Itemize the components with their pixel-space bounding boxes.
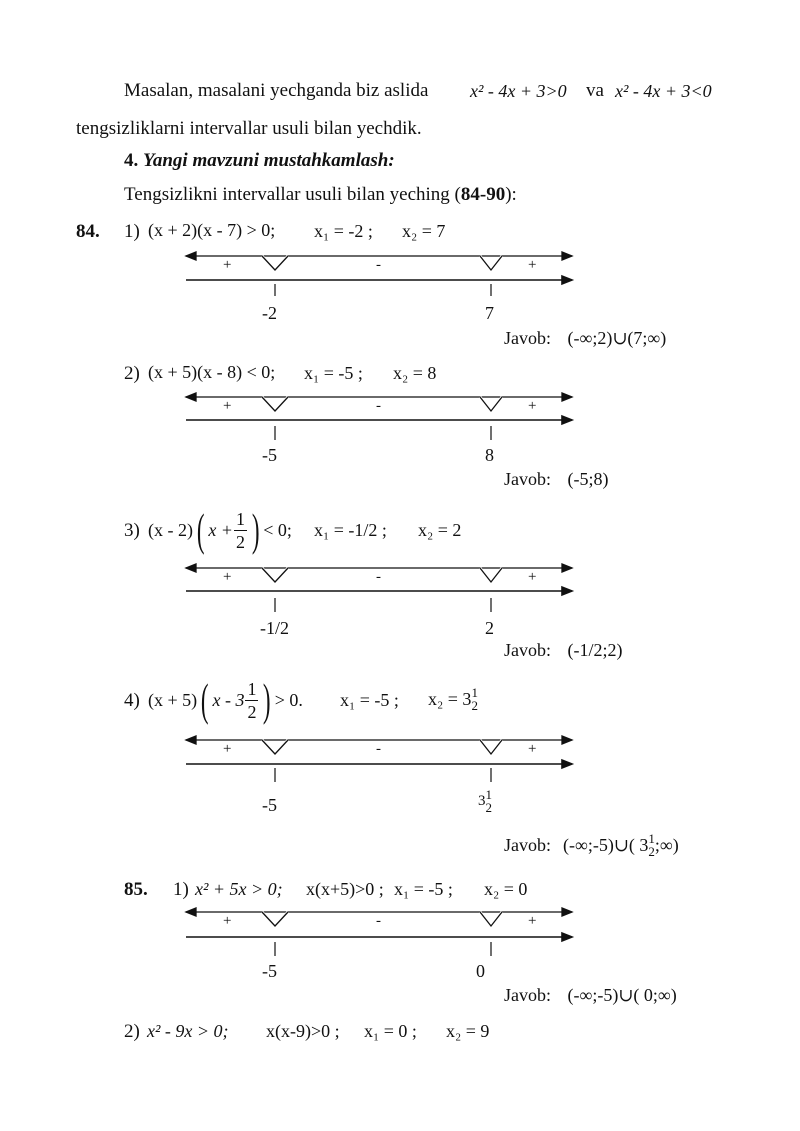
expr-part-a: (x - 2) bbox=[148, 519, 193, 540]
expr-part-c: < 0; bbox=[263, 519, 292, 540]
sign-plus-left: + bbox=[223, 398, 232, 414]
intro-text: Masalan, masalani yechganda biz aslida bbox=[124, 80, 429, 101]
problem-expression: (x + 2)(x - 7) > 0; bbox=[148, 220, 276, 240]
fraction-numerator: 1 bbox=[235, 508, 245, 529]
task-text-end: ): bbox=[505, 184, 517, 205]
root-1: x₁ = -2 ; bbox=[314, 221, 373, 241]
conjunction: va bbox=[586, 80, 604, 101]
expr-part-b: x - 3 bbox=[212, 689, 245, 710]
sign-plus-left: + bbox=[223, 569, 232, 585]
root-2: x₂ = 2 bbox=[418, 520, 462, 540]
point-label-1: -1/2 bbox=[260, 618, 289, 638]
answer-value: (-1/2;2) bbox=[567, 640, 623, 660]
sign-plus-left: + bbox=[223, 257, 232, 273]
expr-part-b: x + bbox=[208, 519, 233, 540]
fraction-denominator: 2 bbox=[648, 844, 655, 859]
intro-line-2: tengsizliklarni intervallar usuli bilan yechdik. bbox=[76, 118, 422, 139]
sign-plus-left: + bbox=[223, 741, 232, 757]
problem-label: 4) bbox=[124, 690, 140, 711]
sign-plus-right: + bbox=[528, 569, 537, 585]
root-1: x₁ = -5 ; bbox=[394, 879, 453, 899]
factored-form: x(x-9)>0 ; bbox=[266, 1021, 340, 1041]
point-label-1: -2 bbox=[262, 303, 277, 323]
fraction-numerator: 1 bbox=[471, 685, 478, 700]
fraction-denominator: 2 bbox=[235, 531, 245, 552]
inequality-2: x² - 4x + 3<0 bbox=[615, 81, 712, 101]
problem-label: 1) bbox=[124, 221, 140, 242]
fraction-denominator: 2 bbox=[485, 800, 492, 815]
sign-minus: - bbox=[376, 257, 381, 273]
sign-minus: - bbox=[376, 913, 381, 929]
point-label-1: -5 bbox=[262, 445, 277, 465]
answer-label: Javob: bbox=[504, 834, 551, 855]
sign-plus-right: + bbox=[528, 257, 537, 273]
number-axis bbox=[186, 933, 572, 956]
point-label-2: 8 bbox=[485, 445, 494, 465]
left-bracket: ( bbox=[196, 504, 205, 555]
point-label-2: 7 bbox=[485, 303, 494, 323]
sign-minus: - bbox=[376, 569, 381, 585]
answer-value-b: ;∞) bbox=[654, 834, 679, 855]
inequality-1: x² - 4x + 3>0 bbox=[470, 81, 567, 101]
problem-label: 1) bbox=[173, 879, 189, 900]
expr-part-a: (x + 5) bbox=[148, 689, 198, 710]
answer-label: Javob: bbox=[504, 469, 551, 489]
root-1: x₁ = -1/2 ; bbox=[314, 520, 387, 540]
problem-number: 84. bbox=[76, 221, 100, 242]
answer-value: (-∞;2)∪(7;∞) bbox=[567, 328, 667, 348]
root-2: x₂ = 8 bbox=[393, 363, 437, 383]
fraction-numerator: 1 bbox=[485, 787, 492, 802]
point-whole: 3 bbox=[478, 792, 486, 809]
right-bracket: ) bbox=[251, 504, 260, 555]
answer-value: (-∞;-5)∪( 0;∞) bbox=[567, 985, 677, 1005]
sign-plus-right: + bbox=[528, 398, 537, 414]
point-label-1: -5 bbox=[262, 961, 277, 981]
problem-label: 2) bbox=[124, 363, 140, 384]
right-bracket: ) bbox=[263, 674, 271, 725]
problem-expression: (x + 5)(x - 8) < 0; bbox=[148, 362, 276, 382]
root-2: x₂ = 0 bbox=[484, 879, 528, 899]
problem-expression: x² - 9x > 0; bbox=[147, 1021, 229, 1041]
section-number: 4. bbox=[124, 150, 139, 171]
root-1: x₁ = -5 ; bbox=[340, 690, 399, 710]
answer bbox=[504, 985, 677, 1006]
answer-label: Javob: bbox=[504, 640, 551, 660]
task-range: 84-90 bbox=[460, 184, 506, 205]
root-2-prefix: x₂ = 3 bbox=[428, 688, 472, 709]
sign-plus-right: + bbox=[528, 913, 537, 929]
factored-form: x(x+5)>0 ; bbox=[306, 879, 384, 899]
fraction-denominator: 2 bbox=[247, 701, 257, 722]
problem-number: 85. bbox=[124, 879, 148, 900]
sign-minus: - bbox=[376, 741, 381, 757]
point-label-2: 0 bbox=[476, 961, 485, 981]
root-1: x₁ = 0 ; bbox=[364, 1021, 417, 1041]
problem-expression: x² + 5x > 0; bbox=[195, 879, 283, 899]
sign-plus-left: + bbox=[223, 913, 232, 929]
section-title: Yangi mavzuni mustahkamlash: bbox=[143, 150, 395, 171]
answer-label: Javob: bbox=[504, 328, 551, 348]
root-1: x₁ = -5 ; bbox=[304, 363, 363, 383]
answer-value-a: (-∞;-5)∪( 3 bbox=[563, 834, 649, 855]
expr-part-c: > 0. bbox=[274, 689, 303, 710]
root-2: x₂ = 9 bbox=[446, 1021, 490, 1041]
sign-minus: - bbox=[376, 398, 381, 414]
root-2: x₂ = 7 bbox=[402, 221, 446, 241]
fraction-numerator: 1 bbox=[648, 831, 655, 846]
left-bracket: ( bbox=[200, 674, 209, 725]
problem-label: 2) bbox=[124, 1021, 140, 1042]
point-label-2: 2 bbox=[485, 618, 494, 638]
fraction-denominator: 2 bbox=[471, 698, 478, 713]
sign-plus-right: + bbox=[528, 741, 537, 757]
answer-label: Javob: bbox=[504, 985, 551, 1005]
answer-value: (-5;8) bbox=[567, 469, 609, 489]
fraction-numerator: 1 bbox=[247, 678, 257, 699]
point-label-1: -5 bbox=[262, 795, 277, 815]
task-text: Tengsizlikni intervallar usuli bilan yeching ( bbox=[124, 184, 461, 205]
problem-label: 3) bbox=[124, 520, 140, 541]
